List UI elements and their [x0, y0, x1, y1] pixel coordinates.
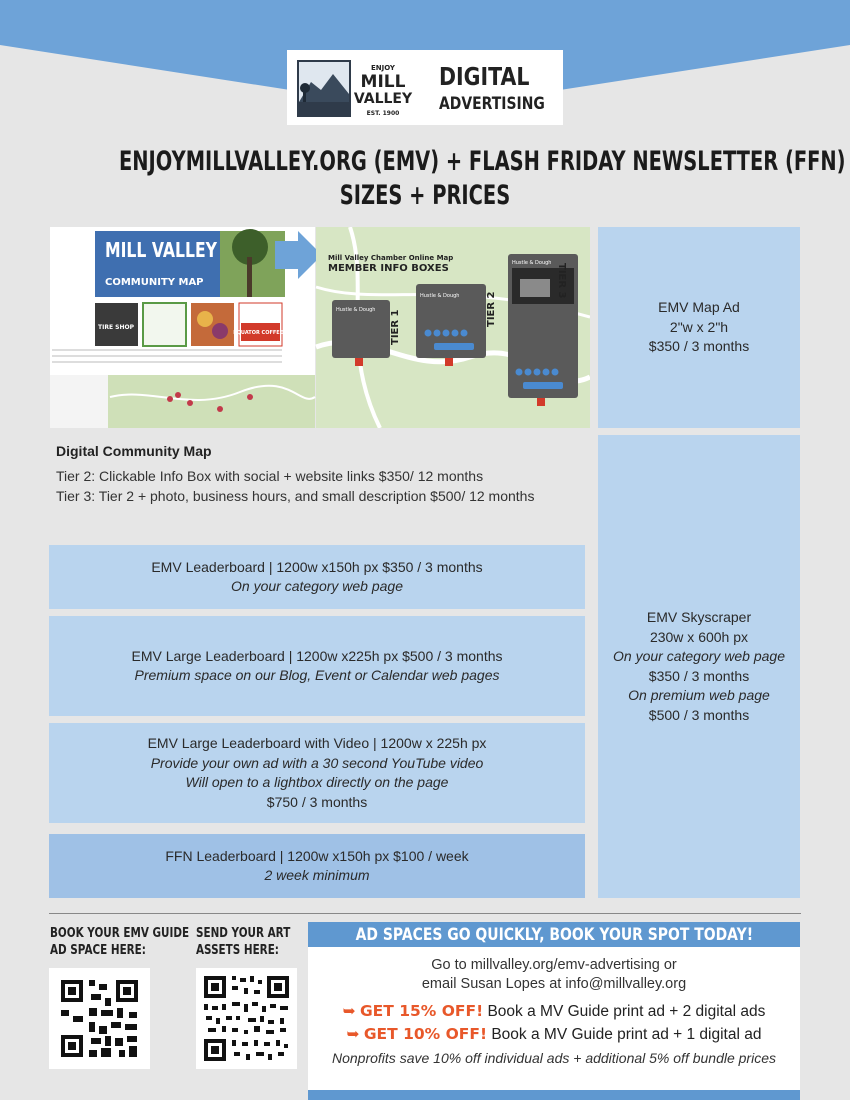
mill-valley-logo	[297, 60, 417, 117]
logo-valley: VALLEY	[353, 91, 413, 107]
logo-est: EST. 1900	[366, 110, 400, 117]
map-ad-price: $350 / 3 months	[648, 338, 750, 355]
promo-contact-line-2: email Susan Lopes at info@millvalley.org	[421, 976, 687, 992]
emv-leaderboard-panel	[49, 545, 585, 609]
offer-10-percent	[308, 1025, 800, 1044]
video-leaderboard-note-2-text: Will open to a lightbox directly on the page	[185, 774, 449, 790]
map-right-subtitle: MEMBER INFO BOXES	[328, 263, 449, 274]
art-assets-qr-code[interactable]	[196, 968, 297, 1069]
ffn-leaderboard-minimum	[264, 866, 369, 886]
video-leaderboard-note-1-text: Provide your own ad with a 30 second YouTube video	[150, 754, 484, 771]
offer-10-text: Book a MV Guide print ad + 1 digital ad	[491, 1026, 762, 1043]
tier3-label: TIER 3	[556, 263, 567, 299]
skyscraper-name: EMV Skyscraper	[646, 609, 752, 625]
logo-digital-text: DIGITAL	[439, 62, 530, 91]
logo-enjoy: ENJOY	[370, 64, 396, 72]
offer-10-highlight: GET 10% OFF!	[363, 1025, 488, 1043]
send-art-label-line-1: SEND YOUR ART	[196, 926, 291, 941]
offer-15-percent	[308, 1002, 800, 1021]
logo-box	[287, 50, 563, 125]
tier1-label: TIER 1	[390, 309, 401, 345]
tier1-card-name: Hustle & Dough	[336, 307, 376, 313]
offer-arrow-icon: ➥	[346, 1025, 360, 1043]
map-ad-name: EMV Map Ad	[658, 299, 740, 316]
video-leaderboard-note-2	[186, 773, 449, 793]
emv-map-ad-panel	[598, 227, 800, 428]
offer-15-highlight: GET 15% OFF!	[359, 1002, 484, 1020]
tier2-label: TIER 2	[486, 291, 497, 327]
send-art-label-line-2: ASSETS HERE:	[196, 943, 279, 958]
skyscraper-size: 230w x 600h px	[649, 628, 749, 645]
ffn-leaderboard-minimum-text: 2 week minimum	[264, 867, 370, 883]
video-leaderboard-note-1	[151, 754, 484, 774]
logo-mill: MILL	[360, 72, 406, 92]
guide-qr-code[interactable]	[49, 968, 150, 1069]
emv-large-leaderboard-panel	[49, 616, 585, 716]
map-left-subtitle: COMMUNITY MAP	[105, 277, 204, 288]
ad-tire-shop: TIRE SHOP	[98, 324, 134, 331]
emv-skyscraper-panel	[598, 435, 800, 898]
skyscraper-category-text: On your category web page	[613, 648, 785, 664]
send-art-label	[196, 925, 290, 959]
large-leaderboard-placement-text: Premium space on our Blog, Event or Calendar web pages	[134, 667, 500, 683]
leaderboard-placement-text: On your category web page	[231, 578, 403, 594]
logo-advertising-text: ADVERTISING	[439, 94, 545, 114]
bottom-accent-bar	[308, 1090, 800, 1100]
book-guide-label	[50, 925, 189, 959]
offer-arrow-icon: ➥	[342, 1002, 356, 1020]
ad-equator: EQUATOR COFFEES	[233, 330, 287, 336]
community-map-title: Digital Community Map	[56, 443, 212, 459]
map-right-title: Mill Valley Chamber Online Map	[328, 254, 454, 262]
tier3-card-name: Hustle & Dough	[512, 260, 552, 266]
emv-video-leaderboard-panel	[49, 723, 585, 823]
section-divider	[49, 913, 801, 914]
community-map-tier3: Tier 3: Tier 2 + photo, business hours, and small description $500/ 12 months	[56, 488, 535, 504]
community-map-screenshots	[50, 227, 590, 428]
promo-contact-line-1: Go to millvalley.org/emv-advertising or	[431, 957, 677, 973]
large-leaderboard-placement	[135, 666, 500, 686]
skyscraper-category-price: $350 / 3 months	[648, 667, 750, 684]
skyscraper-premium-price: $500 / 3 months	[648, 706, 750, 723]
promo-header	[308, 922, 800, 947]
map-ad-size: 2"w x 2"h	[669, 318, 729, 335]
offer-15-text: Book a MV Guide print ad + 2 digital ads	[487, 1003, 766, 1020]
leaderboard-spec: EMV Leaderboard | 1200w x150h px $350 / 3 months	[151, 558, 483, 575]
promo-body	[308, 947, 800, 1090]
promo-header-text: AD SPACES GO QUICKLY, BOOK YOUR SPOT TODAY!	[355, 924, 753, 945]
community-map-tier2: Tier 2: Clickable Info Box with social + website links $350/ 12 months	[56, 468, 484, 484]
book-guide-label-line-1: BOOK YOUR EMV GUIDE	[50, 926, 190, 941]
leaderboard-placement	[231, 577, 403, 597]
headline-line-2: SIZES + PRICES	[339, 180, 511, 211]
nonprofit-discount: Nonprofits save 10% off individual ads + additional 5% off bundle prices	[332, 1050, 776, 1066]
book-guide-label-line-2: AD SPACE HERE:	[50, 943, 146, 958]
headline-line-1: ENJOYMILLVALLEY.ORG (EMV) + FLASH FRIDAY NEWSLETTER (FFN)	[119, 146, 846, 177]
video-leaderboard-spec: EMV Large Leaderboard with Video | 1200w x 225h px	[147, 735, 487, 751]
skyscraper-premium	[628, 686, 770, 706]
map-left-title: MILL VALLEY	[105, 238, 218, 262]
video-leaderboard-price: $750 / 3 months	[266, 793, 368, 810]
skyscraper-category	[613, 647, 785, 667]
skyscraper-premium-text: On premium web page	[628, 687, 770, 703]
large-leaderboard-spec: EMV Large Leaderboard | 1200w x225h px $500 / 3 months	[131, 647, 503, 664]
ffn-leaderboard-spec: FFN Leaderboard | 1200w x150h px $100 / week	[165, 847, 469, 864]
tier2-card-name: Hustle & Dough	[420, 293, 460, 299]
ffn-leaderboard-panel	[49, 834, 585, 898]
